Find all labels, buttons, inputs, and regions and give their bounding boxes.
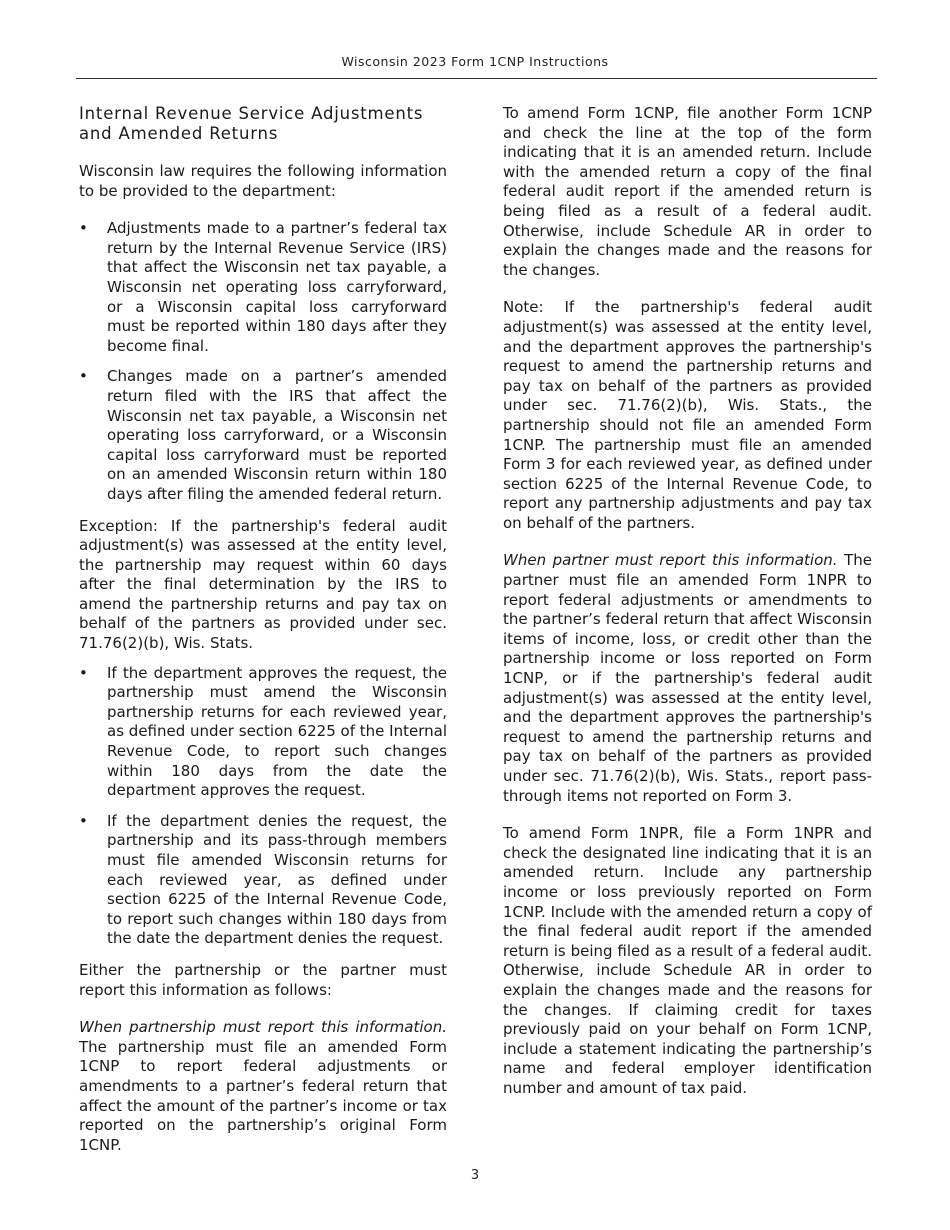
right-column	[503, 104, 872, 1117]
exception-list	[79, 664, 447, 949]
partnership-paragraph	[79, 1018, 447, 1155]
amend-1npr-paragraph: To amend Form 1NPR, file a Form 1NPR and check the designated line indicating that it is an amended return. Include any partnership income or loss previously reported on Form 1CNP. Include with the amended return a copy of the final federal audit report if the amended return is being filed as a result of a federal audit. Otherwise, include Schedule AR in order to explain the changes made and the reasons for the changes. If claiming credit for taxes previously paid on your behalf on Form 1CNP, include a statement indicating the partnership’s name and federal employer identification number and amount of tax paid.	[503, 824, 872, 1097]
exception-paragraph	[79, 517, 447, 654]
amend-1cnp-paragraph: To amend Form 1CNP, file another Form 1CNP and check the line at the top of the form indicating that it is an amended return. Include with the amended return a copy of the final federal audit report if the amended return is being filed as a result of a federal audit. Otherwise, include Schedule AR in order to explain the changes made and the reasons for the changes.	[503, 104, 872, 279]
note-label: Note:	[503, 298, 544, 317]
exception-text: If the partnership's federal audit adjustment(s) was assessed at the entity level, the partnership may request within 60 days after the final determination by the IRS to amend the partnership returns and pay tax on behalf of the partners as provided under sec. 71.76(2)(b), Wis. Stats.	[79, 516, 447, 653]
partnership-lead: When partnership must report this information.	[79, 1018, 447, 1037]
note-paragraph	[503, 298, 872, 533]
list-item: • Changes made on a partner’s amended return filed with the IRS that affect the Wisconsin net tax payable, a Wisconsin net operating loss carryforward, or a Wisconsin capital loss carryforward must be reported on an amended Wisconsin return within 180 days after filing the amended federal return.	[79, 367, 447, 504]
left-column	[79, 104, 447, 1173]
page-number: 3	[470, 1168, 480, 1183]
intro-paragraph: Wisconsin law requires the following information to be provided to the department:	[79, 162, 447, 200]
section-heading: Internal Revenue Service Adjustments and Amended Returns	[79, 104, 424, 143]
exception-label: Exception:	[79, 516, 158, 535]
list-item: • If the department approves the request, the partnership must amend the Wisconsin partnership returns for each reviewed year, as defined under section 6225 of the Internal Revenue Code, to report such changes within 180 days from the date the department approves the request.	[79, 664, 447, 801]
partner-text: The partner must file an amended Form 1NPR to report federal adjustments or amendments to the partner’s federal return that affect Wisconsin items of income, loss, or credit other than the partnership income or loss reported on Form 1CNP, or if the partnership's federal audit adjustment(s) was assessed at the entity level, and the department approves the partnership's request to amend the partnership returns and pay tax on behalf of the partners as provided under sec. 71.76(2)(b), Wis. Stats., report pass-through items not reported on Form 3.	[503, 551, 872, 805]
note-text: If the partnership's federal audit adjustment(s) was assessed at the entity level, and the department approves the partnership's request to amend the partnership returns and pay tax on behalf of the partners as provided under sec. 71.76(2)(b), Wis. Stats., the partnership should not file an amended Form 1CNP. The partnership must file an amended Form 3 for each reviewed year, as defined under section 6225 of the Internal Revenue Code, to report any partnership adjustments and pay tax on behalf of the partners.	[503, 298, 872, 532]
either-paragraph: Either the partnership or the partner must report this information as follows:	[79, 960, 447, 999]
list-item: • If the department denies the request, the partnership and its pass-through members must file amended Wisconsin returns for each reviewed year, as defined under section 6225 of the Internal Revenue Code, to report such changes within 180 days from the date the department denies the request.	[79, 812, 447, 949]
header-rule	[76, 78, 877, 79]
partnership-text: The partnership must file an amended Form 1CNP to report federal adjustments or amendments to a partner’s federal return that affect the amount of the partner’s income or tax reported on the partnership’s original Form 1CNP.	[79, 1037, 447, 1154]
requirements-list	[79, 219, 447, 504]
page-header: Wisconsin 2023 Form 1CNP Instructions	[341, 54, 609, 69]
partner-paragraph	[503, 551, 872, 806]
list-item: • Adjustments made to a partner’s federal tax return by the Internal Revenue Service (IRS) that affect the Wisconsin net tax payable, a Wisconsin net operating loss carryforward, or a Wisconsin capital loss carryforward must be reported within 180 days after they become final.	[79, 219, 447, 356]
partner-lead: When partner must report this information.	[503, 551, 838, 570]
